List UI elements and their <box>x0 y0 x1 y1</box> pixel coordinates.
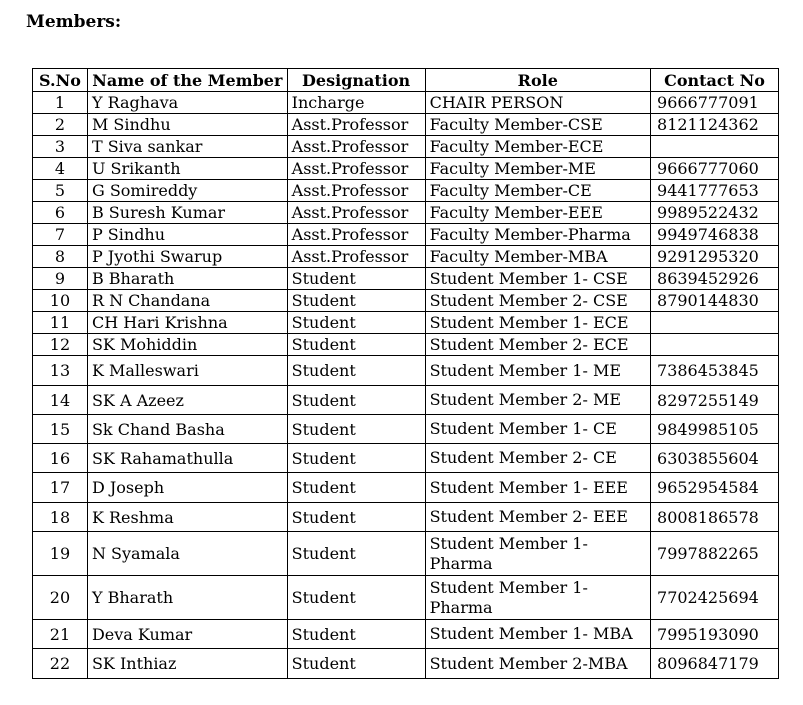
cell-designation: Student <box>287 473 425 503</box>
cell-designation: Student <box>287 268 425 290</box>
table-row <box>33 415 779 444</box>
cell-designation: Asst.Professor <box>287 114 425 136</box>
cell-sno: 7 <box>33 224 88 246</box>
cell-role: Student Member 2- CE <box>425 444 650 473</box>
table-row <box>33 532 779 576</box>
cell-sno: 19 <box>33 532 88 576</box>
cell-sno: 9 <box>33 268 88 290</box>
cell-role: Faculty Member-EEE <box>425 202 650 224</box>
cell-designation: Student <box>287 312 425 334</box>
cell-member-name: Deva Kumar <box>87 620 287 649</box>
cell-contact: 9666777091 <box>651 92 779 114</box>
cell-contact: 9291295320 <box>651 246 779 268</box>
cell-role: Faculty Member-MBA <box>425 246 650 268</box>
table-row <box>33 444 779 473</box>
cell-sno: 10 <box>33 290 88 312</box>
cell-contact: 6303855604 <box>651 444 779 473</box>
cell-designation: Asst.Professor <box>287 246 425 268</box>
cell-sno: 5 <box>33 180 88 202</box>
cell-member-name: Y Raghava <box>87 92 287 114</box>
table-row <box>33 290 779 312</box>
cell-sno: 13 <box>33 356 88 386</box>
cell-designation: Student <box>287 356 425 386</box>
cell-role: Student Member 1- MBA <box>425 620 650 649</box>
cell-sno: 20 <box>33 576 88 620</box>
cell-member-name: K Reshma <box>87 503 287 532</box>
cell-contact <box>651 312 779 334</box>
cell-contact: 7995193090 <box>651 620 779 649</box>
cell-designation: Asst.Professor <box>287 202 425 224</box>
cell-sno: 22 <box>33 649 88 679</box>
table-row <box>33 246 779 268</box>
cell-designation: Student <box>287 532 425 576</box>
cell-role: Student Member 1- EEE <box>425 473 650 503</box>
cell-role: Student Member 2- EEE <box>425 503 650 532</box>
cell-sno: 3 <box>33 136 88 158</box>
cell-member-name: B Bharath <box>87 268 287 290</box>
table-row <box>33 158 779 180</box>
cell-sno: 14 <box>33 386 88 415</box>
cell-sno: 11 <box>33 312 88 334</box>
table-row <box>33 503 779 532</box>
table-row <box>33 114 779 136</box>
table-row <box>33 224 779 246</box>
cell-designation: Asst.Professor <box>287 136 425 158</box>
column-header-contact: Contact No <box>651 69 779 92</box>
cell-member-name: CH Hari Krishna <box>87 312 287 334</box>
cell-designation: Student <box>287 386 425 415</box>
table-row <box>33 180 779 202</box>
cell-role: Student Member 1- ME <box>425 356 650 386</box>
cell-role: Faculty Member-CSE <box>425 114 650 136</box>
cell-member-name: K Malleswari <box>87 356 287 386</box>
cell-designation: Student <box>287 649 425 679</box>
cell-role: Faculty Member-Pharma <box>425 224 650 246</box>
cell-designation: Asst.Professor <box>287 180 425 202</box>
cell-member-name: Sk Chand Basha <box>87 415 287 444</box>
cell-contact: 9652954584 <box>651 473 779 503</box>
cell-member-name: SK Rahamathulla <box>87 444 287 473</box>
cell-contact: 8008186578 <box>651 503 779 532</box>
members-table <box>32 68 779 679</box>
cell-member-name: P Jyothi Swarup <box>87 246 287 268</box>
cell-contact: 9441777653 <box>651 180 779 202</box>
cell-contact: 9666777060 <box>651 158 779 180</box>
cell-contact <box>651 334 779 356</box>
cell-role: Faculty Member-ME <box>425 158 650 180</box>
cell-sno: 18 <box>33 503 88 532</box>
cell-role: Student Member 2- ECE <box>425 334 650 356</box>
cell-contact: 7997882265 <box>651 532 779 576</box>
cell-designation: Student <box>287 334 425 356</box>
cell-sno: 16 <box>33 444 88 473</box>
cell-member-name: SK A Azeez <box>87 386 287 415</box>
cell-contact: 9989522432 <box>651 202 779 224</box>
column-header-designation: Designation <box>287 69 425 92</box>
page-heading: Members: <box>26 12 122 32</box>
table-row <box>33 473 779 503</box>
cell-contact: 8096847179 <box>651 649 779 679</box>
cell-sno: 21 <box>33 620 88 649</box>
table-row <box>33 136 779 158</box>
cell-sno: 17 <box>33 473 88 503</box>
cell-role: Student Member 2- CSE <box>425 290 650 312</box>
cell-member-name: R N Chandana <box>87 290 287 312</box>
table-row <box>33 268 779 290</box>
cell-role: Student Member 2-MBA <box>425 649 650 679</box>
cell-member-name: T Siva sankar <box>87 136 287 158</box>
table-row <box>33 356 779 386</box>
cell-contact: 9849985105 <box>651 415 779 444</box>
cell-contact: 8639452926 <box>651 268 779 290</box>
cell-contact: 7386453845 <box>651 356 779 386</box>
cell-designation: Student <box>287 576 425 620</box>
table-row <box>33 202 779 224</box>
cell-designation: Asst.Professor <box>287 158 425 180</box>
cell-role: Student Member 1- CE <box>425 415 650 444</box>
cell-sno: 2 <box>33 114 88 136</box>
cell-designation: Asst.Professor <box>287 224 425 246</box>
cell-contact: 7702425694 <box>651 576 779 620</box>
cell-sno: 8 <box>33 246 88 268</box>
cell-designation: Student <box>287 290 425 312</box>
cell-designation: Student <box>287 444 425 473</box>
cell-role: Student Member 1- Pharma <box>425 532 650 576</box>
cell-role: Faculty Member-CE <box>425 180 650 202</box>
column-header-name: Name of the Member <box>87 69 287 92</box>
cell-designation: Incharge <box>287 92 425 114</box>
cell-designation: Student <box>287 503 425 532</box>
table-row <box>33 649 779 679</box>
cell-designation: Student <box>287 620 425 649</box>
cell-contact: 8121124362 <box>651 114 779 136</box>
cell-member-name: G Somireddy <box>87 180 287 202</box>
cell-member-name: SK Mohiddin <box>87 334 287 356</box>
cell-contact: 8790144830 <box>651 290 779 312</box>
cell-member-name: N Syamala <box>87 532 287 576</box>
cell-sno: 6 <box>33 202 88 224</box>
cell-member-name: U Srikanth <box>87 158 287 180</box>
cell-designation: Student <box>287 415 425 444</box>
cell-contact: 9949746838 <box>651 224 779 246</box>
table-row <box>33 620 779 649</box>
cell-sno: 4 <box>33 158 88 180</box>
table-row <box>33 312 779 334</box>
table-row <box>33 386 779 415</box>
cell-member-name: SK Inthiaz <box>87 649 287 679</box>
cell-sno: 12 <box>33 334 88 356</box>
cell-contact: 8297255149 <box>651 386 779 415</box>
column-header-role: Role <box>425 69 650 92</box>
cell-contact <box>651 136 779 158</box>
cell-sno: 15 <box>33 415 88 444</box>
table-body <box>33 92 779 679</box>
cell-member-name: M Sindhu <box>87 114 287 136</box>
cell-member-name: D Joseph <box>87 473 287 503</box>
cell-role: Student Member 1- Pharma <box>425 576 650 620</box>
header-row <box>33 69 779 92</box>
column-header-sno: S.No <box>33 69 88 92</box>
cell-member-name: Y Bharath <box>87 576 287 620</box>
cell-role: CHAIR PERSON <box>425 92 650 114</box>
cell-member-name: P Sindhu <box>87 224 287 246</box>
table-row <box>33 92 779 114</box>
cell-role: Student Member 1- ECE <box>425 312 650 334</box>
cell-member-name: B Suresh Kumar <box>87 202 287 224</box>
cell-sno: 1 <box>33 92 88 114</box>
table-row <box>33 334 779 356</box>
table-row <box>33 576 779 620</box>
cell-role: Student Member 2- ME <box>425 386 650 415</box>
cell-role: Faculty Member-ECE <box>425 136 650 158</box>
cell-role: Student Member 1- CSE <box>425 268 650 290</box>
